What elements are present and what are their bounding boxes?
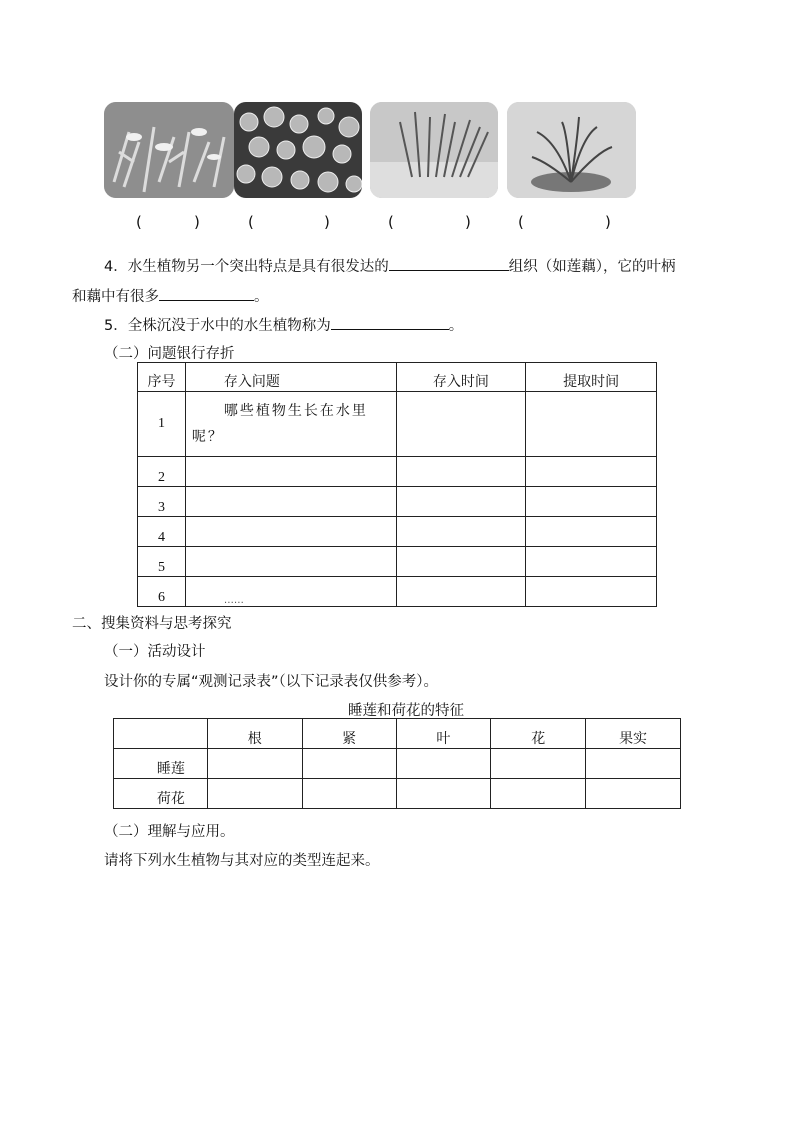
table-row — [138, 487, 657, 517]
answer-paren-1-open: ( — [136, 213, 142, 231]
connect-instruction: 请将下列水生植物与其对应的类型连起来。 — [104, 853, 380, 869]
bank-title: （二）问题银行存折 — [104, 346, 235, 362]
question-4-blank-1[interactable] — [389, 256, 509, 271]
row-lotus-label: 荷花 — [114, 779, 208, 809]
table-row — [138, 547, 657, 577]
row-1-question[interactable]: 哪些植物生长在水里呢？ — [185, 392, 396, 457]
row-water-lily-label: 睡莲 — [114, 749, 208, 779]
section-2-heading: 二、搜集资料与思考探究 — [72, 616, 232, 632]
lotus-stem-cell[interactable] — [302, 779, 396, 809]
header-stem: 紧 — [302, 719, 396, 749]
row-6-question[interactable]: …… — [185, 577, 396, 607]
header-index: 序号 — [138, 363, 186, 392]
design-instruction: 设计你的专属“观测记录表”（以下记录表仅供参考）。 — [104, 674, 439, 690]
row-3-question[interactable] — [185, 487, 396, 517]
row-5-deposit-time[interactable] — [396, 547, 526, 577]
question-5-text-a: 5．全株沉没于水中的水生植物称为 — [104, 318, 331, 334]
question-4-line-1 — [104, 255, 675, 276]
question-4-text-a: 4．水生植物另一个突出特点是具有很发达的 — [104, 259, 389, 275]
features-table — [113, 718, 681, 809]
question-bank-table — [137, 362, 657, 607]
plant-photo-3 — [370, 102, 498, 198]
row-6-deposit-time[interactable] — [396, 577, 526, 607]
row-1-deposit-time[interactable] — [396, 392, 526, 457]
header-flower: 花 — [491, 719, 586, 749]
row-5-question[interactable] — [185, 547, 396, 577]
row-4-index: 4 — [138, 517, 186, 547]
table-row — [138, 392, 657, 457]
answer-paren-4-close: ) — [605, 213, 611, 231]
row-5-index: 5 — [138, 547, 186, 577]
question-4-text-d: 。 — [254, 289, 269, 305]
row-6-withdraw-time[interactable] — [526, 577, 657, 607]
lotus-leaf-cell[interactable] — [396, 779, 491, 809]
table-row — [138, 577, 657, 607]
row-3-deposit-time[interactable] — [396, 487, 526, 517]
row-4-question[interactable] — [185, 517, 396, 547]
plant-photo-4 — [507, 102, 636, 198]
header-fruit: 果实 — [586, 719, 681, 749]
header-withdraw-time: 提取时间 — [526, 363, 657, 392]
row-1-index: 1 — [138, 392, 186, 457]
question-4-line-2 — [72, 285, 269, 306]
activity-heading: （一）活动设计 — [104, 644, 206, 660]
row-2-withdraw-time[interactable] — [526, 457, 657, 487]
row-5-withdraw-time[interactable] — [526, 547, 657, 577]
features-caption: 睡莲和荷花的特征 — [348, 703, 464, 719]
answer-paren-2-open: ( — [248, 213, 254, 231]
header-question: 存入问题 — [185, 363, 396, 392]
question-4-text-b: 组织（如莲藕），它的叶柄 — [508, 259, 676, 275]
plant-photo-1 — [104, 102, 234, 198]
table-row — [114, 779, 681, 809]
row-6-index: 6 — [138, 577, 186, 607]
header-leaf: 叶 — [396, 719, 491, 749]
table-row — [138, 517, 657, 547]
table-header-row — [138, 363, 657, 392]
question-4-text-c: 和藕中有很多 — [72, 289, 159, 305]
water-lily-leaf-cell[interactable] — [396, 749, 491, 779]
answer-paren-3-close: ) — [465, 213, 471, 231]
table-row — [114, 749, 681, 779]
table-header-row — [114, 719, 681, 749]
row-2-question[interactable] — [185, 457, 396, 487]
row-3-index: 3 — [138, 487, 186, 517]
water-lily-stem-cell[interactable] — [302, 749, 396, 779]
water-lily-fruit-cell[interactable] — [586, 749, 681, 779]
water-lily-root-cell[interactable] — [207, 749, 302, 779]
row-4-deposit-time[interactable] — [396, 517, 526, 547]
row-4-withdraw-time[interactable] — [526, 517, 657, 547]
answer-paren-3-open: ( — [388, 213, 394, 231]
row-3-withdraw-time[interactable] — [526, 487, 657, 517]
row-1-withdraw-time[interactable] — [526, 392, 657, 457]
answer-paren-2-close: ) — [324, 213, 330, 231]
lotus-root-cell[interactable] — [207, 779, 302, 809]
question-5-text-b: 。 — [448, 318, 464, 334]
table-row — [138, 457, 657, 487]
water-lily-flower-cell[interactable] — [491, 749, 586, 779]
question-4-blank-2[interactable] — [159, 286, 254, 301]
answer-paren-4-open: ( — [518, 213, 524, 231]
plant-photo-2 — [234, 102, 362, 198]
lotus-fruit-cell[interactable] — [586, 779, 681, 809]
understand-heading: （二）理解与应用。 — [104, 824, 235, 840]
header-deposit-time: 存入时间 — [396, 363, 526, 392]
row-2-deposit-time[interactable] — [396, 457, 526, 487]
lotus-flower-cell[interactable] — [491, 779, 586, 809]
header-root: 根 — [207, 719, 302, 749]
row-2-index: 2 — [138, 457, 186, 487]
question-5-blank[interactable] — [331, 315, 449, 330]
answer-paren-1-close: ) — [194, 213, 200, 231]
question-5-line — [104, 314, 463, 335]
header-blank — [114, 719, 208, 749]
